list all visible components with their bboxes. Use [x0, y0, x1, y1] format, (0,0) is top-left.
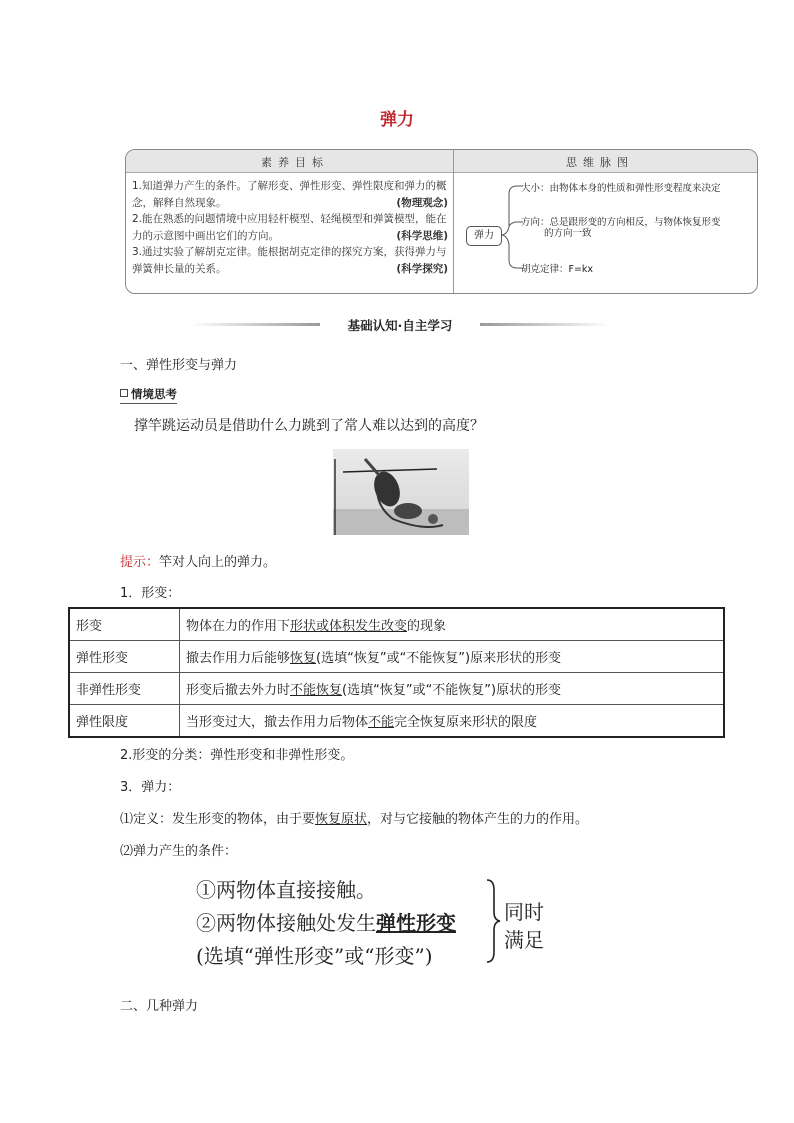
- hint: [120, 551, 276, 570]
- banner-text: 基础认知·自主学习: [344, 318, 457, 333]
- page-title: 弹力: [380, 110, 414, 130]
- hint-text: 竿对人向上的弹力。: [159, 555, 277, 570]
- table-definition: 当形变过大，撤去作用力后物体不能完全恢复原来形状的限度: [180, 705, 725, 738]
- table-term: 非弹性形变: [69, 673, 180, 705]
- mind-map: [453, 172, 757, 293]
- section-heading-1: 一、弹性形变与弹力: [120, 358, 238, 373]
- elastic-force-definition: ⑴定义：发生形变的物体，由于要恢复原状，对与它接触的物体产生的力的作用。: [120, 812, 589, 827]
- table-row: [69, 673, 724, 705]
- section-banner: [190, 316, 610, 332]
- right-brace-icon: [484, 878, 504, 964]
- table-definition: 物体在力的作用下形状或体积发生改变的现象: [180, 608, 725, 641]
- question-text: 撑竿跳运动员是借助什么力跳到了常人难以达到的高度？: [134, 418, 484, 434]
- goal-item: 1.知道弹力产生的条件。了解形变、弹性形变、弹性限度和弹力的概念，解释自然现象。 (物理观念): [132, 180, 448, 209]
- item-3-title: 3．弹力：: [120, 780, 181, 795]
- goals-header-right: 思维脉图: [566, 156, 634, 169]
- goals-list: [132, 178, 448, 277]
- item-2: 2.形变的分类：弹性形变和非弹性形变。: [120, 748, 354, 763]
- table-row: [69, 608, 724, 641]
- table-row: [69, 705, 724, 738]
- mind-map-branch-hooke: 胡克定律：F=kx: [521, 264, 594, 275]
- goals-header-left: 素养目标: [261, 156, 329, 169]
- condition-2: ②两物体接触处发生弹性形变: [196, 911, 456, 935]
- item-1-title: 1．形变：: [120, 586, 181, 601]
- pole-vaulter-illustration: [333, 449, 469, 535]
- table-term: 弹性限度: [69, 705, 180, 738]
- conditions-title: ⑵弹力产生的条件：: [120, 844, 238, 859]
- table-term: 弹性形变: [69, 641, 180, 673]
- brace-label-bottom: 满足: [504, 928, 544, 952]
- goal-item: 2.能在熟悉的问题情境中应用轻杆模型、轻绳模型和弹簧模型，能在力的示意图中画出它们的方向。 (科学思维): [132, 213, 448, 242]
- goal-item: 3.通过实验了解胡克定律。能根据胡克定律的探究方案，获得弹力与弹簧伸长量的关系。 (科学探究): [132, 246, 448, 275]
- scene-tag: 情境思考: [120, 386, 177, 404]
- deformation-table: [68, 607, 725, 738]
- answer-elastic-deformation: 弹性形变: [376, 911, 456, 935]
- section-heading-2: 二、几种弹力: [120, 999, 199, 1014]
- condition-1: ①两物体直接接触。: [196, 878, 376, 902]
- mind-map-branch-size: 大小：由物体本身的性质和弹性形变程度来决定: [521, 183, 721, 194]
- table-definition: 形变后撤去外力时不能恢复(选填“恢复”或“不能恢复”)原状的形变: [180, 673, 725, 705]
- mind-map-branch-direction: 方向：总是跟形变的方向相反，与物体恢复形变: [521, 217, 721, 228]
- mind-map-root: 弹力: [466, 226, 502, 246]
- goals-mindmap-box: [125, 149, 758, 294]
- goals-header: [126, 150, 757, 173]
- table-term: 形变: [69, 608, 180, 641]
- brace-label-top: 同时: [504, 900, 544, 924]
- hint-label: 提示：: [120, 555, 160, 570]
- table-definition: 撤去作用力后能够恢复(选填“恢复”或“不能恢复”)原来形状的形变: [180, 641, 725, 673]
- table-row: [69, 641, 724, 673]
- square-icon: [120, 389, 128, 397]
- pole-vault-photo: [333, 449, 469, 535]
- mind-map-branch-direction-cont: 的方向一致: [544, 228, 592, 239]
- condition-note: (选填“弹性形变”或“形变”): [196, 944, 433, 968]
